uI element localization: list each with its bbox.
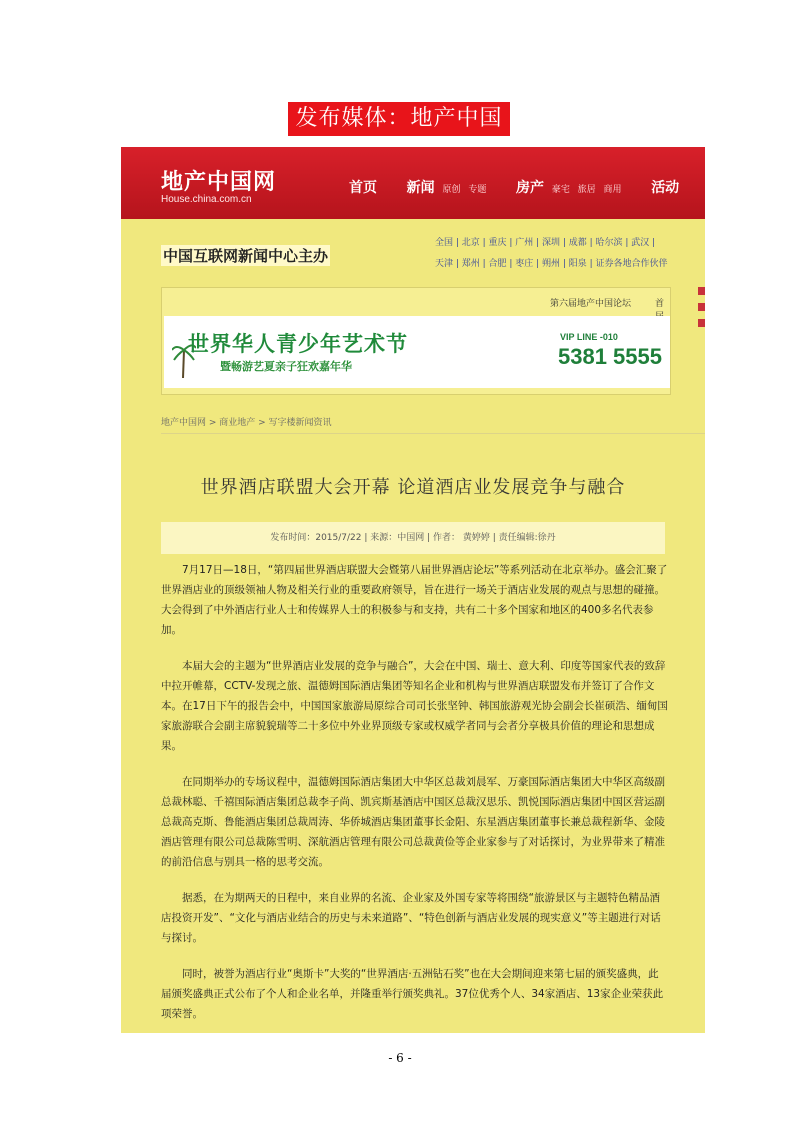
main-nav [349,177,679,197]
nav-sub-commercial[interactable]: 商用 [603,185,622,195]
nav-item-news[interactable]: 新闻 [406,180,435,196]
article-paragraph: 7月17日—18日，“第四届世界酒店联盟大会暨第八届世界酒店论坛”等系列活动在北京举办。盛会汇聚了世界酒店业的顶级领袖人物及相关行业的重要政府领导，旨在进行一场关于酒店业发展的观点与思想的碰撞。大会得到了中外酒店行业人士和传媒界人士的积极参与和支持，共有二十多个国家和地区的400多名代表参加。 [161,564,668,636]
ad-phone: 5381 5555 [558,344,662,369]
ad-vip-line: VIP LINE -010 [560,332,618,342]
nav-sub-topic[interactable]: 专题 [468,185,487,195]
article-title: 世界酒店联盟大会开幕 论道酒店业发展竞争与融合 [200,477,626,498]
breadcrumb[interactable]: 地产中国网 > 商业地产 > 写字楼新闻资讯 [161,418,332,428]
forum-link[interactable]: 第六届地产中国论坛 [550,299,632,309]
city-links-row-1[interactable]: 全国 | 北京 | 重庆 | 广州 | 深圳 | 成都 | 哈尔滨 | 武汉 | [435,238,656,248]
page-number: - 6 - [388,1051,412,1065]
site-logo[interactable]: 地产中国网 [161,170,277,195]
divider [161,433,705,434]
site-logo-url: House.china.com.cn [161,194,252,205]
side-markers [698,287,705,335]
article-paragraph: 据悉，在为期两天的日程中，来自业界的名流、企业家及外国专家等将围绕“旅游景区与主题特色精品酒店投资开发”、“文化与酒店业结合的历史与未来道路”、“特色创新与酒店业发展的现实意义”等主题进行对话与探讨。 [161,892,661,944]
article-meta: 发布时间：2015/7/22 | 来源：中国网 | 作者： 黄婷婷 | 责任编辑:徐丹 [161,522,665,554]
nav-sub-travel[interactable]: 旅居 [577,185,596,195]
ad-banner[interactable] [164,316,670,388]
nav-sub-original[interactable]: 原创 [442,185,461,195]
ad-subtitle: 暨畅游艺夏亲子狂欢嘉年华 [220,360,352,373]
nav-sub-luxury[interactable]: 豪宅 [551,185,570,195]
article-paragraph: 在同期举办的专场议程中，温德姆国际酒店集团大中华区总裁刘晨军、万豪国际酒店集团大中华区高级副总裁林聪、千禧国际酒店集团总裁李子尚、凯宾斯基酒店中国区总裁汉思乐、凯悦国际酒店集团中国区营运副总裁高克斯、鲁能酒店集团总裁周涛、华侨城酒店集团董事长金阳、东星酒店集团董事长兼总裁程新华、金陵酒店管理有限公司总裁陈雪明、深航酒店管理有限公司总裁黄俭等企业家参与了对话探讨，为业界带来了精准的前沿信息与别具一格的思考交流。 [161,776,665,868]
article-paragraph: 同时，被誉为酒店行业“奥斯卡”大奖的“世界酒店·五洲钻石奖”也在大会期间迎来第七届的颁奖盛典，此届颁奖盛典正式公布了个人和企业名单，并隆重举行颁奖典礼。37位优秀个人、34家酒店、13家企业荣获此项荣誉。 [161,968,664,1020]
forum-side-link[interactable]: 首 [655,299,665,309]
nav-item-home[interactable]: 首页 [349,180,377,196]
ad-title: 世界华人青少年艺术节 [188,332,408,356]
article-paragraph: 本届大会的主题为“世界酒店业发展的竞争与融合”，大会在中国、瑞士、意大利、印度等国家代表的致辞中拉开帷幕，CCTV-发现之旅、温德姆国际酒店集团等知名企业和机构与世界酒店联盟发布并签订了合作文本。在17日下午的报告会中，中国国家旅游局原综合司司长张坚钟、韩国旅游观光协会副会长崔硕浩、缅甸国家旅游联合会副主席貌貌瑞等二十多位中外业界顶级专家或权威学者同与会者分享极具价值的理论和思想成果。 [161,660,668,752]
site-header [121,147,705,219]
city-links-row-2[interactable]: 天津 | 郑州 | 合肥 | 枣庄 | 朔州 | 阳泉 | 证券各地合作伙伴 [435,259,668,269]
sponsor-text: 中国互联网新闻中心主办 [163,247,329,265]
article-body [161,560,669,1033]
webpage-screenshot [121,147,705,1033]
nav-item-property[interactable]: 房产 [516,180,544,196]
nav-item-events[interactable]: 活动 [651,180,680,196]
ad-area [161,287,671,395]
media-label: 发布媒体：地产中国 [288,102,510,136]
